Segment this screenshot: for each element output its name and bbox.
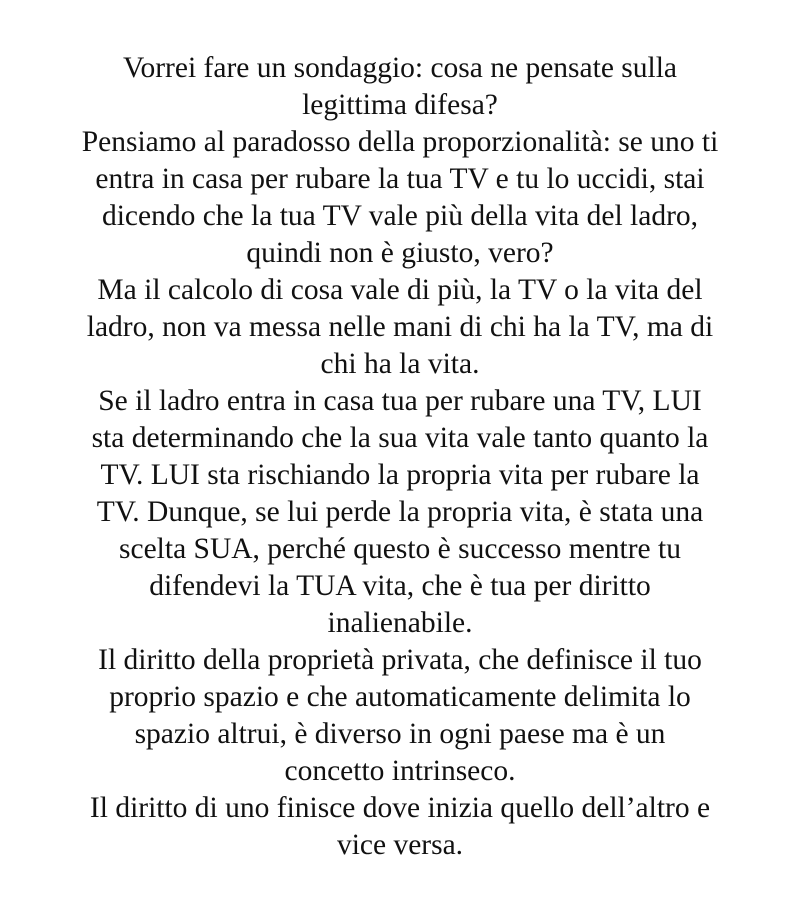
text-line: proprio spazio e che automaticamente delimita lo xyxy=(109,681,691,713)
text-line: chi ha la vita. xyxy=(320,348,480,380)
text-line: difendevi la TUA vita, che è tua per diritto xyxy=(149,570,651,602)
text-line: spazio altrui, è diverso in ogni paese ma è un xyxy=(134,718,666,750)
text-line: Il diritto della proprietà privata, che definisce il tuo xyxy=(98,644,702,676)
text-line: Il diritto di uno finisce dove inizia quello dell’altro e xyxy=(89,792,711,824)
text-line: Vorrei fare un sondaggio: cosa ne pensate sulla xyxy=(122,52,678,84)
story-text-block xyxy=(0,50,800,864)
text-line: Pensiamo al paradosso della proporzionalità: se uno ti xyxy=(81,126,719,158)
text-line: Ma il calcolo di cosa vale di più, la TV o la vita del xyxy=(97,274,703,306)
text-line: vice versa. xyxy=(336,829,464,861)
text-line: Se il ladro entra in casa tua per rubare una TV, LUI xyxy=(98,385,702,417)
text-line: inalienabile. xyxy=(327,607,473,639)
text-line: dicendo che la tua TV vale più della vita del ladro, xyxy=(101,200,699,232)
text-line: sta determinando che la sua vita vale tanto quanto la xyxy=(91,422,709,454)
text-line: TV. LUI sta rischiando la propria vita per rubare la xyxy=(100,459,700,491)
text-line: TV. Dunque, se lui perde la propria vita, è stata una xyxy=(96,496,704,528)
text-line: legittima difesa? xyxy=(302,89,498,121)
text-line: ladro, non va messa nelle mani di chi ha la TV, ma di xyxy=(86,311,714,343)
text-line: concetto intrinseco. xyxy=(284,755,516,787)
text-line: quindi non è giusto, vero? xyxy=(246,237,554,269)
text-line: scelta SUA, perché questo è successo mentre tu xyxy=(119,533,681,565)
text-line: entra in casa per rubare la tua TV e tu lo uccidi, stai xyxy=(95,163,705,195)
